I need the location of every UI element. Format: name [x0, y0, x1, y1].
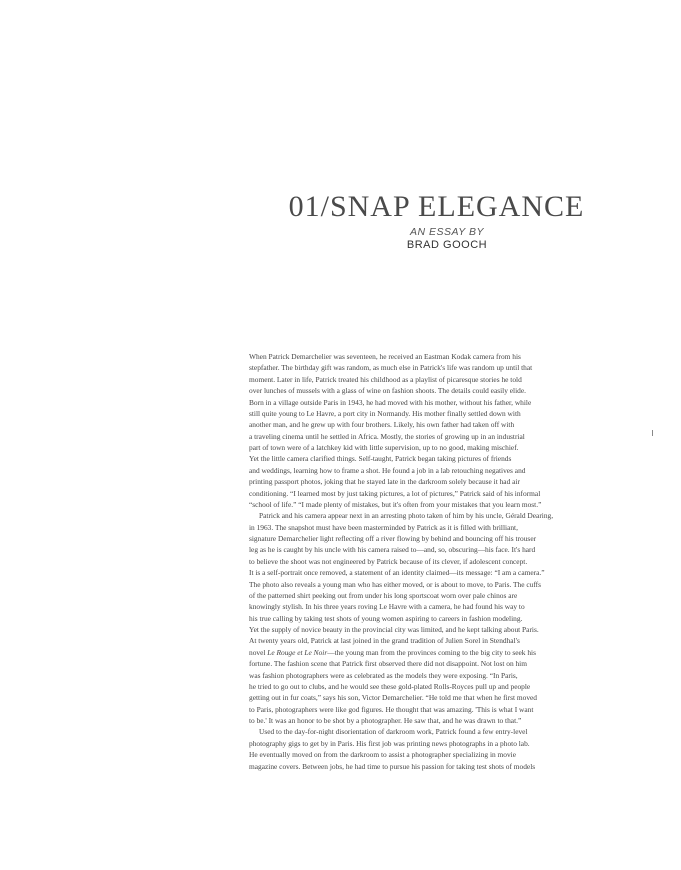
body-line: his true calling by taking test shots of young women aspiring to careers in fashion modeling. [249, 613, 523, 623]
body-line: The photo also reveals a young man who has either moved, or is about to move, to Paris. The cuffs [249, 579, 542, 589]
body-line: to be.' It was an honor to be shot by a photographer. He saw that, and he was drawn to that.” [249, 716, 522, 725]
body-line: At twenty years old, Patrick at last joined in the grand tradition of Julien Sorel in Stendhal's [249, 636, 520, 646]
body-line: printing passport photos, joking that he stayed late in the darkroom solely because it had air [249, 477, 520, 487]
body-line: photography gigs to get by in Paris. His first job was printing news photographs in a photo lab. [249, 738, 530, 748]
body-line: getting out in fur coats,” says his son, Victor Demarchelier. “He told me that when he first moved [249, 693, 537, 703]
body-line: Patrick and his camera appear next in an arresting photo taken of him by his uncle, Gérald Dearing, [259, 511, 554, 521]
body-line: and weddings, learning how to frame a shot. He found a job in a lab retouching negatives and [249, 465, 526, 475]
essay-title: 01/SNAP ELEGANCE [288, 190, 585, 223]
body-line: Yet the little camera clarified things. Self-taught, Patrick began taking pictures of friends [249, 454, 512, 464]
body-line: novel Le Rouge et Le Noir—the young man from the provinces coming to the big city to seek his [249, 647, 536, 657]
body-line: another man, and he grew up with four brothers. Likely, his own father had taken off with [249, 420, 515, 430]
body-line: magazine covers. Between jobs, he had time to pursue his passion for taking test shots of models [249, 761, 536, 771]
body-line: conditioning. “I learned most by just taking pictures, a lot of pictures,” Patrick said of his informal [249, 488, 541, 498]
body-line: moment. Later in life, Patrick treated his childhood as a playlist of picaresque stories he told [249, 374, 522, 384]
body-line: was fashion photographers were as celebrated as the models they were exposing. “In Paris, [249, 670, 518, 680]
body-line: Born in a village outside Paris in 1943, he had moved with his mother, without his father, while [249, 397, 532, 407]
essay-author: BRAD GOOCH [406, 239, 488, 251]
body-line: It is a self-portrait once removed, a statement of an identity claimed—its message: “I am a camera.” [249, 568, 545, 578]
body-line: knowingly stylish. In his three years roving Le Havre with a camera, he had found his way to [249, 602, 525, 612]
body-line: over lunches of mussels with a glass of wine on fashion shoots. The details could easily elide. [249, 386, 526, 396]
margin-tick [652, 430, 653, 436]
body-line: leg as he is caught by his uncle with his camera raised to—and, so, obscuring—his face. It's hard [249, 545, 536, 555]
body-line: a traveling cinema until he settled in Africa. Mostly, the stories of growing up in an industrial [249, 431, 525, 441]
body-line: in 1963. The snapshot must have been masterminded by Patrick as it is filled with brilliant, [249, 522, 518, 532]
essay-body [249, 351, 629, 772]
body-line: “school of life.” “I made plenty of mistakes, but it's often from your mistakes that you learn most.” [249, 499, 542, 509]
body-line: still quite young to Le Havre, a port city in Normandy. His mother finally settled down with [249, 408, 521, 418]
body-line: to believe the shoot was not engineered by Patrick because of its clever, if adolescent concept. [249, 556, 528, 566]
body-line: he tried to go out to clubs, and he would see these gold-plated Rolls-Royces pull up and people [249, 681, 531, 691]
body-line: to Paris, photographers were like god figures. He thought that was amazing. 'This is what I want [249, 704, 534, 714]
body-line: fortune. The fashion scene that Patrick first observed there did not disappoint. Not lost on him [249, 659, 527, 669]
body-line: Yet the supply of novice beauty in the provincial city was limited, and he kept talking about Paris. [249, 625, 539, 634]
body-line: Used to the day-for-night disorientation of darkroom work, Patrick found a few entry-level [259, 727, 528, 737]
body-line: When Patrick Demarchelier was seventeen, he received an Eastman Kodak camera from his [249, 352, 521, 361]
body-line: stepfather. The birthday gift was random, as much else in Patrick's life was random up until that [249, 363, 533, 373]
body-line: He eventually moved on from the darkroom to assist a photographer specializing in movie [249, 750, 517, 760]
body-line: signature Demarchelier light reflecting off a river flowing by behind and bouncing off his trouser [249, 534, 537, 543]
body-line: of the patterned shirt peeking out from under his long sportscoat worn over pale chinos are [249, 590, 518, 600]
body-line: part of town were of a latchkey kid with little supervision, up to no good, making mischief. [249, 443, 519, 452]
essay-byline-label: AN ESSAY BY [410, 226, 484, 238]
